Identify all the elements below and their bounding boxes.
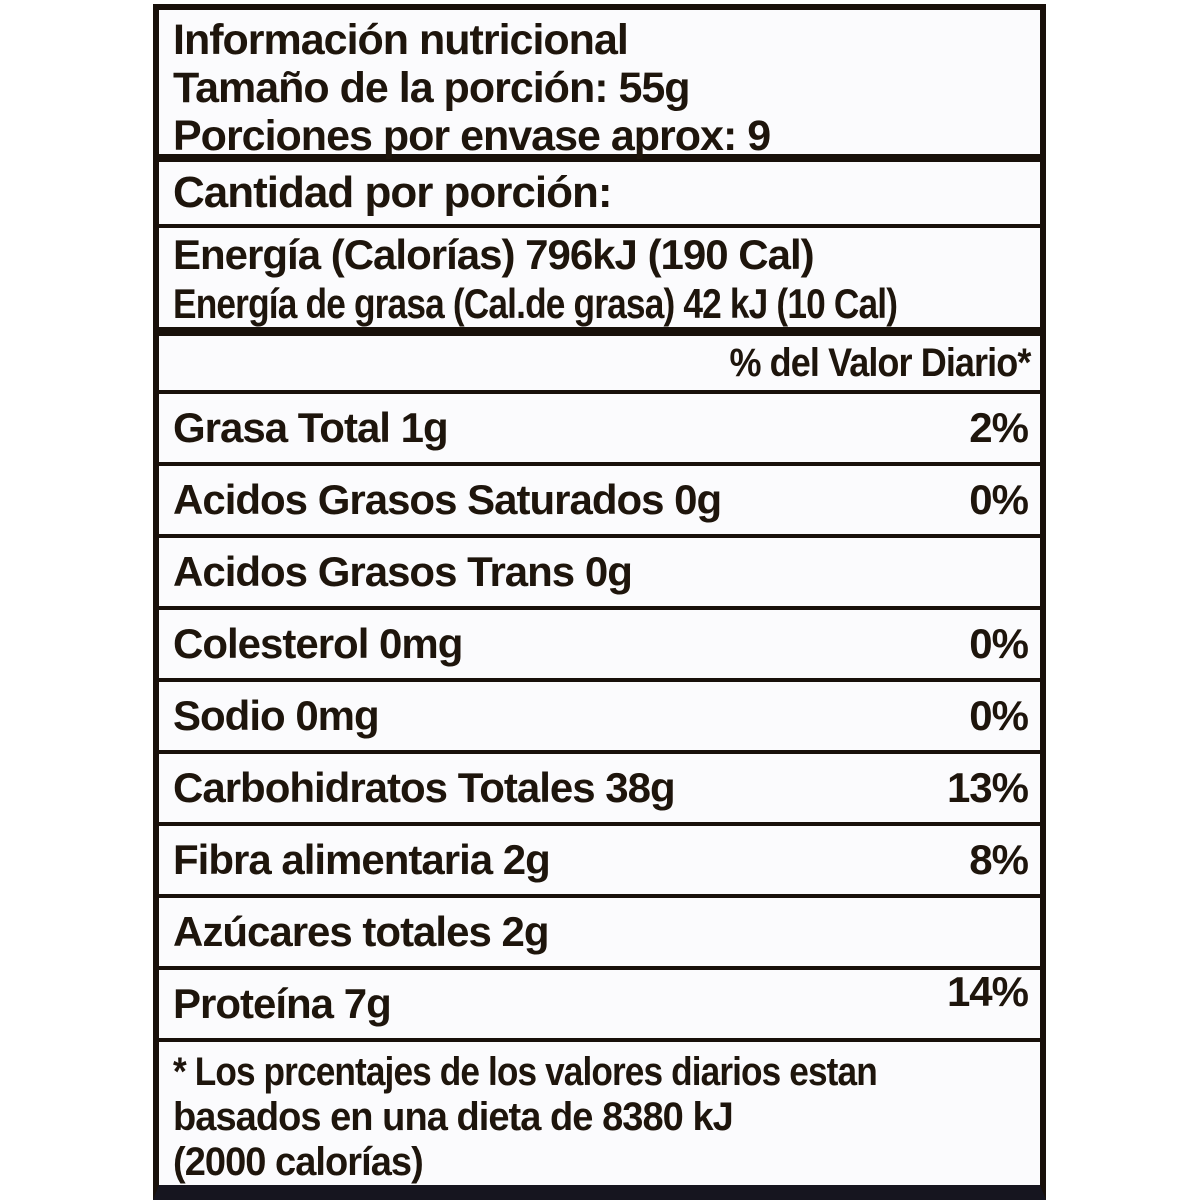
nutrient-row-trans-fat <box>159 538 1040 610</box>
nutrient-name: Acidos Grasos Trans 0g <box>173 548 632 595</box>
nutrient-daily-value: 8% <box>969 836 1028 883</box>
nutrient-row-total-carbohydrate <box>159 754 1040 826</box>
footnote-line-3 <box>173 1140 1030 1185</box>
nutrient-row-total-fat <box>159 394 1040 466</box>
footnote-section <box>159 1042 1040 1185</box>
nutrient-name: Azúcares totales 2g <box>173 908 549 955</box>
nutrient-daily-value: 0% <box>969 620 1028 667</box>
amount-per-serving-heading: Cantidad por porción: <box>173 168 612 217</box>
energy-calories-text: Energía (Calorías) 796kJ (190 Cal) <box>173 231 814 278</box>
daily-value-heading-section <box>159 336 1040 394</box>
nutrient-daily-value: 14% <box>946 968 1028 1015</box>
nutrient-name: Fibra alimentaria 2g <box>173 836 550 883</box>
servings-per-package-line <box>173 112 1030 160</box>
nutrient-name: Sodio 0mg <box>173 692 379 739</box>
serving-size: Tamaño de la porción: 55g <box>173 64 690 112</box>
nutrient-name: Carbohidratos Totales 38g <box>173 764 675 811</box>
nutrient-row-cholesterol <box>159 610 1040 682</box>
nutrient-daily-value: 2% <box>969 404 1028 451</box>
nutrient-name: Acidos Grasos Saturados 0g <box>173 476 722 523</box>
label-header-section <box>159 10 1040 162</box>
footnote-line-1 <box>173 1050 1030 1095</box>
nutrient-name: Grasa Total 1g <box>173 404 448 451</box>
nutrient-name: Proteína 7g <box>173 980 391 1027</box>
footnote-text-1: * Los prcentajes de los valores diarios estan <box>173 1050 877 1094</box>
amount-per-serving-section <box>159 162 1040 228</box>
label-title: Información nutricional <box>173 16 628 64</box>
footnote-line-2 <box>173 1095 1030 1140</box>
serving-size-line <box>173 64 1030 112</box>
energy-section <box>159 228 1040 336</box>
servings-per-package: Porciones por envase aprox: 9 <box>173 112 771 160</box>
footnote-text-2: basados en una dieta de 8380 kJ <box>173 1095 733 1139</box>
nutrition-facts-label <box>153 4 1046 1200</box>
nutrient-row-total-sugars <box>159 898 1040 970</box>
nutrient-row-saturated-fat <box>159 466 1040 538</box>
label-title-line <box>173 16 1030 64</box>
nutrient-row-dietary-fiber <box>159 826 1040 898</box>
energy-fat-line <box>173 279 1030 328</box>
nutrient-name: Colesterol 0mg <box>173 620 463 667</box>
footnote-text-3: (2000 calorías) <box>173 1140 423 1184</box>
nutrient-daily-value: 0% <box>969 692 1028 739</box>
nutrient-row-protein <box>159 970 1040 1042</box>
nutrient-daily-value: 0% <box>969 476 1028 523</box>
daily-value-heading: % del Valor Diario* <box>728 341 1030 385</box>
energy-calories-line <box>173 230 1030 279</box>
nutrient-daily-value: 13% <box>946 764 1028 811</box>
energy-fat-text: Energía de grasa (Cal.de grasa) 42 kJ (10 Cal) <box>173 280 898 327</box>
nutrient-row-sodium <box>159 682 1040 754</box>
